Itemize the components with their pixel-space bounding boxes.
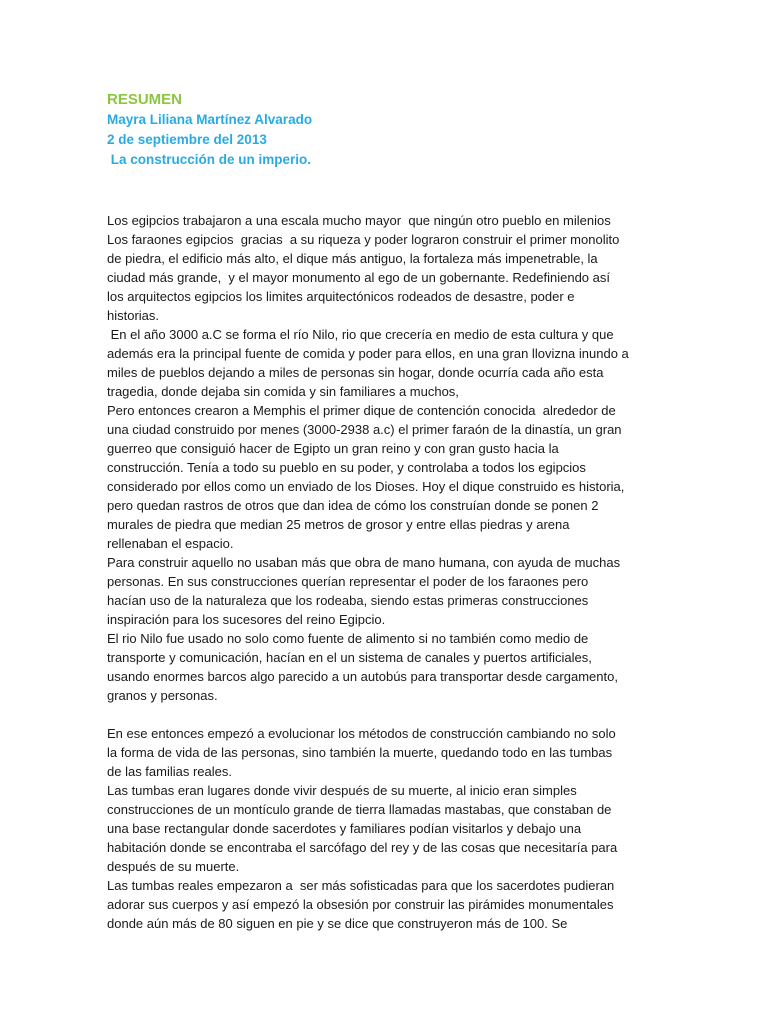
body-text-line: En el año 3000 a.C se forma el río Nilo, rio que crecería en medio de esta cultura y que xyxy=(107,327,614,342)
body-text-line: los arquitectos egipcios los limites arquitectónicos rodeados de desastre, poder e xyxy=(107,289,575,304)
body-text-line: tragedia, donde dejaba sin comida y sin familiares a muchos, xyxy=(107,384,459,399)
body-text-line: historias. xyxy=(107,308,160,323)
body-text-line: una base rectangular donde sacerdotes y familiares podían visitarlos y debajo una xyxy=(107,821,582,836)
body-text-line: transporte y comunicación, hacían en el un sistema de canales y puertos artificiales, xyxy=(107,650,592,665)
body-text-line: En ese entonces empezó a evolucionar los métodos de construcción cambiando no solo xyxy=(107,726,616,741)
body-text-line: considerado por ellos como un enviado de los Dioses. Hoy el dique construido es historia, xyxy=(107,479,625,494)
author-name: Mayra Liliana Martínez Alvarado xyxy=(107,112,313,127)
body-text-line: de las familias reales. xyxy=(107,764,232,779)
body-text-line: Los faraones egipcios gracias a su riqueza y poder lograron construir el primer monolito xyxy=(107,232,620,247)
body-text-line: miles de pueblos dejando a miles de personas sin hogar, donde ocurría cada año esta xyxy=(107,365,604,380)
document-body xyxy=(107,211,667,933)
document-header xyxy=(107,90,667,170)
body-text-line: granos y personas. xyxy=(107,688,218,703)
body-text-line: guerreo que consiguió hacer de Egipto un gran reino y con gran gusto hacia la xyxy=(107,441,559,456)
body-text-line: ciudad más grande, y el mayor monumento al ego de un gobernante. Redefiniendo así xyxy=(107,270,610,285)
document-title: RESUMEN xyxy=(107,91,183,108)
body-text-line: pero quedan rastros de otros que dan idea de cómo los construían donde se ponen 2 xyxy=(107,498,599,513)
body-text-line: después de su muerte. xyxy=(107,859,240,874)
body-text-line: además era la principal fuente de comida y poder para ellos, en una gran llovizna inundo a xyxy=(107,346,629,361)
body-text-line xyxy=(107,705,667,724)
body-text-line: la forma de vida de las personas, sino también la muerte, quedando todo en las tumbas xyxy=(107,745,613,760)
body-text-line: Los egipcios trabajaron a una escala mucho mayor que ningún otro pueblo en milenios xyxy=(107,213,611,228)
body-text-line: una ciudad construido por menes (3000-2938 a.c) el primer faraón de la dinastía, un gran xyxy=(107,422,622,437)
body-text-line: de piedra, el edificio más alto, el dique más antiguo, la fortaleza más impenetrable, la xyxy=(107,251,598,266)
body-text-line: El rio Nilo fue usado no solo como fuente de alimento si no también como medio de xyxy=(107,631,589,646)
body-text-line: usando enormes barcos algo parecido a un autobús para transportar desde cargamento, xyxy=(107,669,618,684)
body-text-line: Pero entonces crearon a Memphis el primer dique de contención conocida alrededor de xyxy=(107,403,616,418)
body-text-line: adorar sus cuerpos y así empezó la obsesión por construir las pirámides monumentales xyxy=(107,897,614,912)
body-text-line: murales de piedra que median 25 metros de grosor y entre ellas piedras y arena xyxy=(107,517,570,532)
body-text-line: construcción. Tenía a todo su pueblo en su poder, y controlaba a todos los egipcios xyxy=(107,460,586,475)
body-text-line: Para construir aquello no usaban más que obra de mano humana, con ayuda de muchas xyxy=(107,555,621,570)
body-text-line: hacían uso de la naturaleza que los rodeaba, siendo estas primeras construcciones xyxy=(107,593,589,608)
body-text-line: rellenaban el espacio. xyxy=(107,536,234,551)
body-text-line: inspiración para los sucesores del reino Egipcio. xyxy=(107,612,386,627)
document-subject: La construcción de un imperio. xyxy=(107,152,312,167)
body-text-line: personas. En sus construcciones querían representar el poder de los faraones pero xyxy=(107,574,589,589)
body-text-line: construcciones de un montículo grande de tierra llamadas mastabas, que constaban de xyxy=(107,802,612,817)
body-text-line: donde aún más de 80 siguen en pie y se dice que construyeron más de 100. Se xyxy=(107,916,568,931)
document-date: 2 de septiembre del 2013 xyxy=(107,132,267,147)
body-text-line: Las tumbas eran lugares donde vivir después de su muerte, al inicio eran simples xyxy=(107,783,577,798)
body-text-line: Las tumbas reales empezaron a ser más sofisticadas para que los sacerdotes pudieran xyxy=(107,878,615,893)
body-text-line: habitación donde se encontraba el sarcófago del rey y de las cosas que necesitaría para xyxy=(107,840,618,855)
